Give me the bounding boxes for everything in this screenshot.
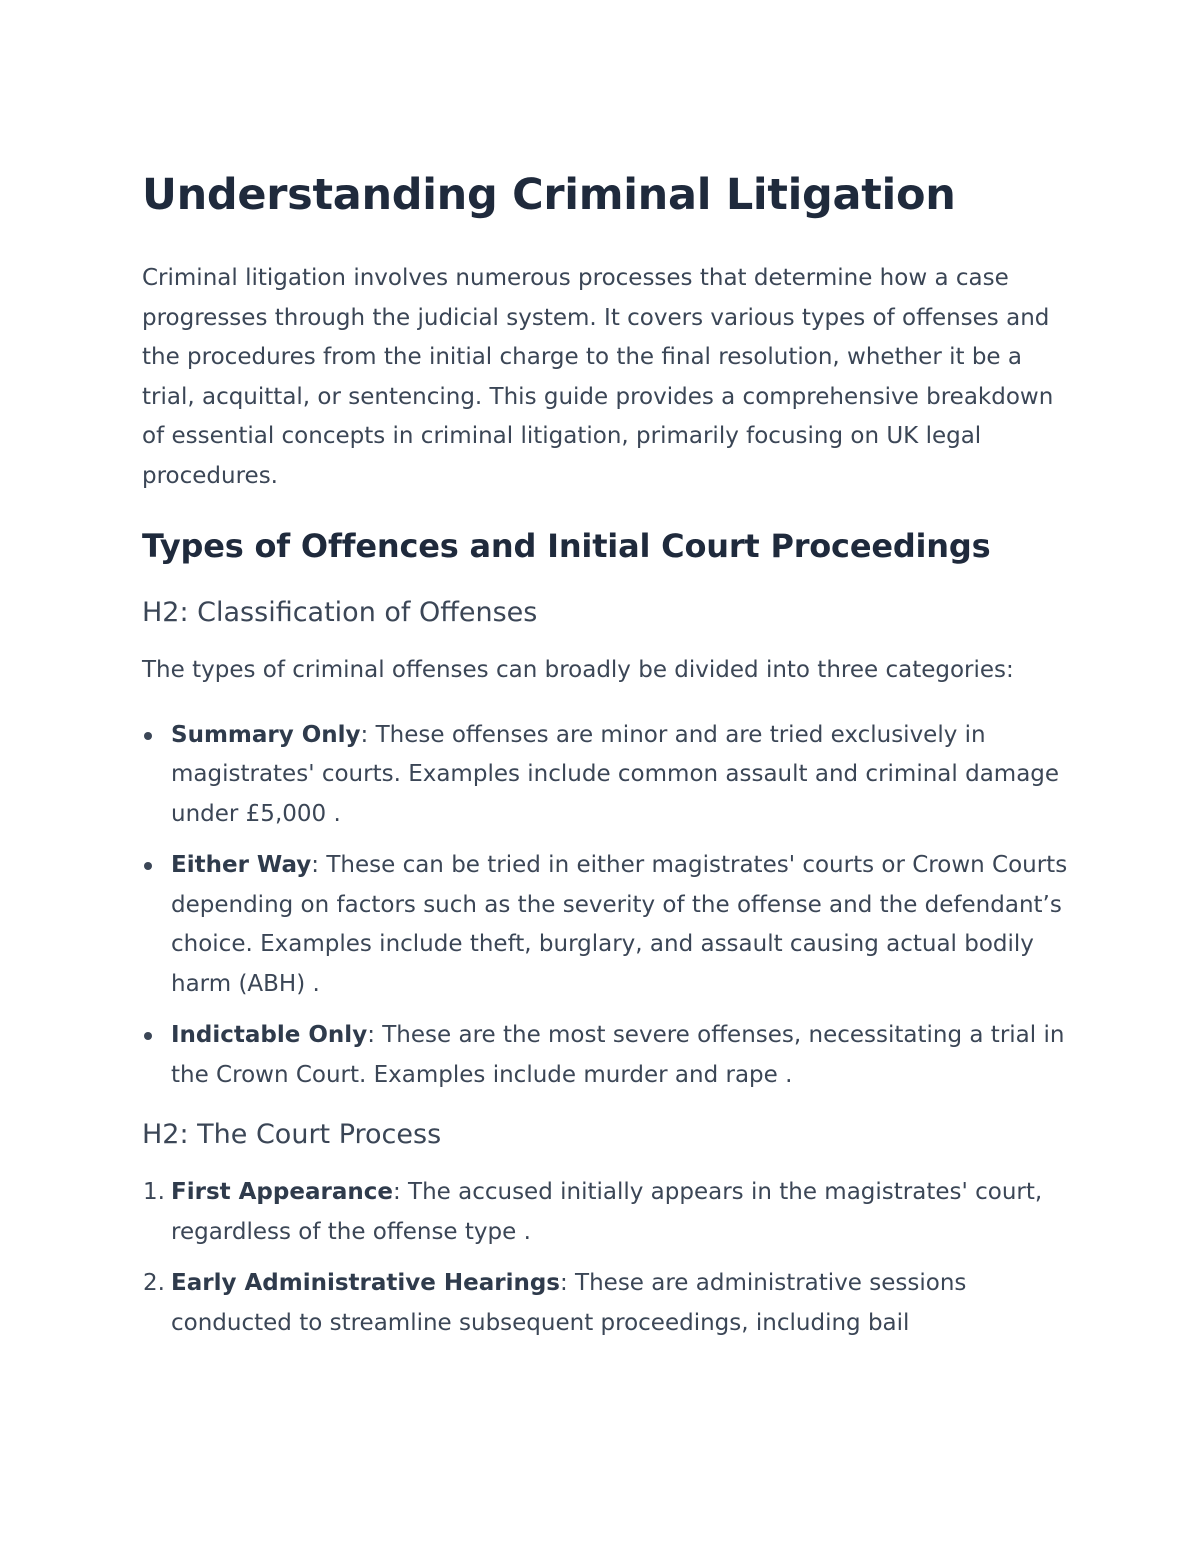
court-process-list xyxy=(142,1173,1070,1343)
list-item-text: : These can be tried in either magistrates' courts or Crown Courts depending on factors such as the severity of the offense and the defendant’s choice. Examples include theft, burglary, and assault causing actual bodily harm (ABH) . xyxy=(171,852,1068,997)
list-item-summary-only xyxy=(142,716,1070,835)
list-item-early-admin-hearings xyxy=(142,1264,1070,1343)
intro-paragraph: Criminal litigation involves numerous processes that determine how a case progresses through the judicial system. It covers various types of offenses and the procedures from the initial charge to the final resolution, whether it be a trial, acquittal, or sentencing. This guide provides a comprehensive breakdown of essential concepts in criminal litigation, primarily focusing on UK legal procedures. xyxy=(142,265,1054,489)
classification-lead: The types of criminal offenses can broadly be divided into three categories: xyxy=(142,657,1014,683)
list-item-text: : The accused initially appears in the magistrates' court, regardless of the offense type . xyxy=(171,1179,1043,1245)
list-item-text: : These are the most severe offenses, necessitating a trial in the Crown Court. Examples include murder and rape . xyxy=(171,1022,1065,1088)
list-item-indictable-only xyxy=(142,1016,1070,1095)
bullet-icon xyxy=(144,732,152,740)
list-item-term: Early Administrative Hearings xyxy=(171,1270,560,1296)
list-item-term: Summary Only xyxy=(171,721,361,748)
list-number: 1. xyxy=(143,1179,165,1205)
list-number: 2. xyxy=(143,1270,165,1296)
page-title: Understanding Criminal Litigation xyxy=(142,170,956,220)
offence-type-list xyxy=(142,716,1070,1096)
list-item-text: : These are administrative sessions conducted to streamline subsequent proceedings, including bail xyxy=(171,1270,967,1336)
list-item-term: Either Way xyxy=(171,852,312,878)
court-process-heading: H2: The Court Process xyxy=(142,1119,442,1150)
list-item-either-way xyxy=(142,846,1070,1004)
bullet-icon xyxy=(144,1032,152,1040)
list-item-term: Indictable Only xyxy=(171,1022,368,1048)
list-item-first-appearance xyxy=(142,1173,1070,1252)
section-heading: Types of Offences and Initial Court Proceedings xyxy=(142,527,991,565)
classification-heading: H2: Classification of Offenses xyxy=(142,597,538,628)
list-item-term: First Appearance xyxy=(171,1179,393,1205)
bullet-icon xyxy=(144,862,152,870)
list-item-text: : These offenses are minor and are tried exclusively in magistrates' courts. Examples include common assault and criminal damage under £5,000 . xyxy=(171,721,1060,827)
